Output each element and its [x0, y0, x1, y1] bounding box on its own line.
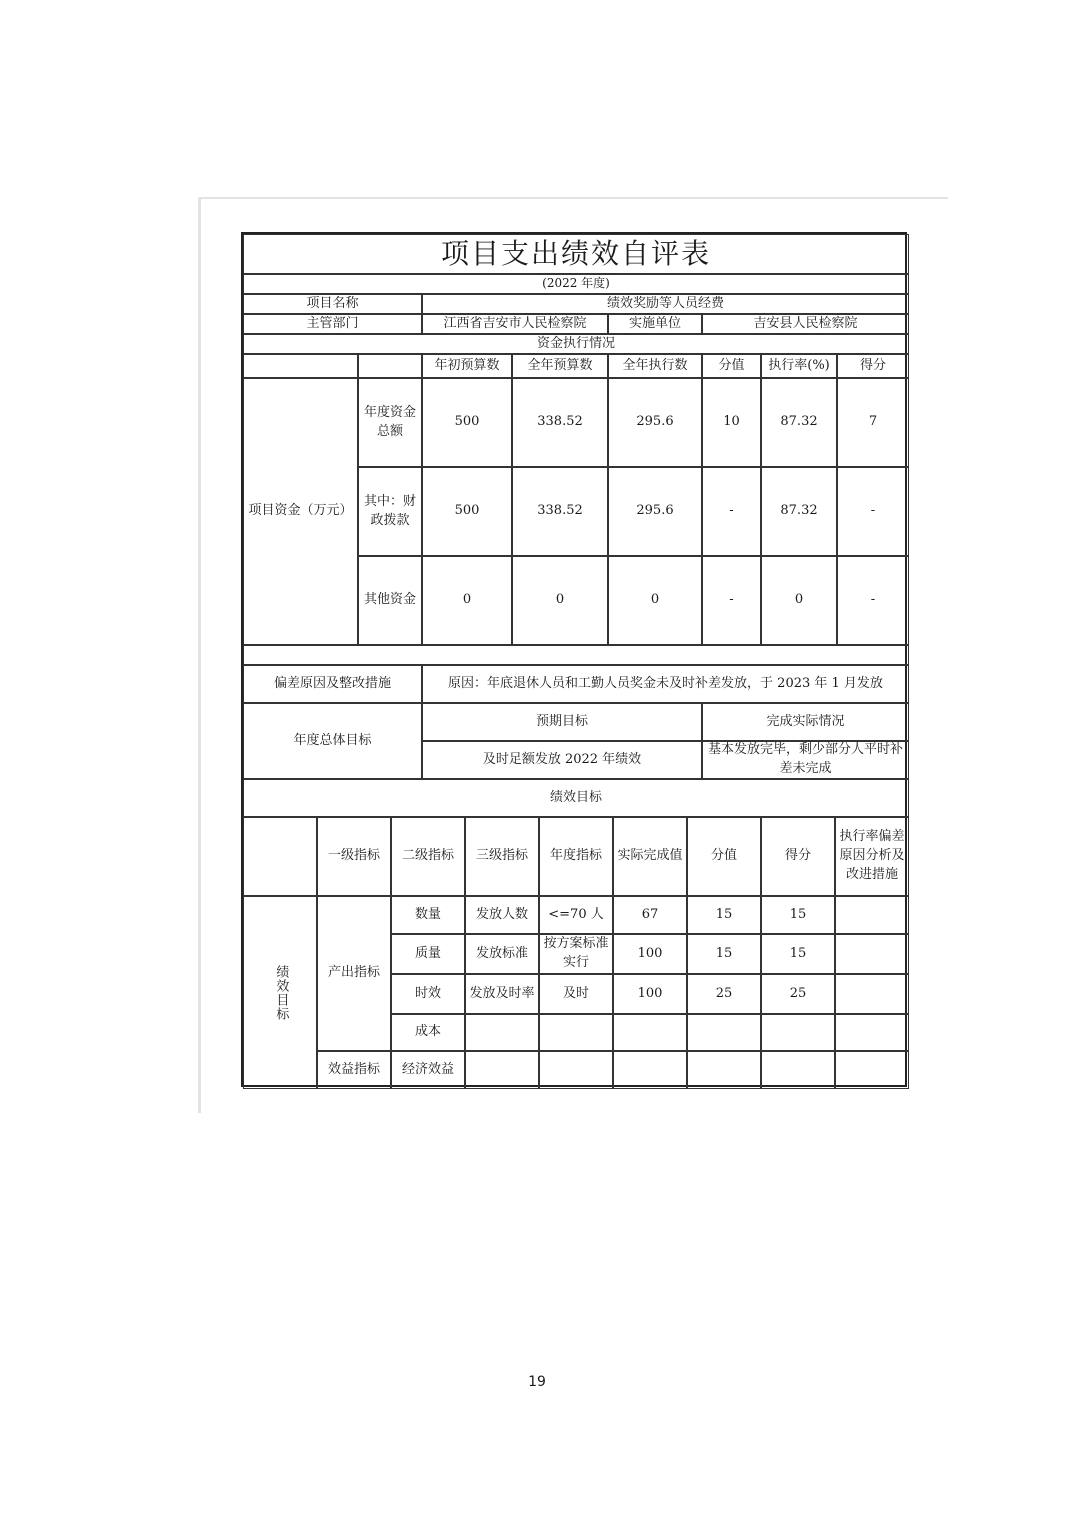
perf-got: 15 — [761, 934, 835, 974]
perf-got: 15 — [761, 896, 835, 934]
perf-header-blank — [243, 817, 317, 896]
perf-header: 得分 — [761, 817, 835, 896]
funds-cell: 500 — [422, 378, 512, 467]
perf-score: 25 — [687, 974, 761, 1014]
impl-unit-label: 实施单位 — [608, 314, 702, 334]
perf-l3: 发放人数 — [465, 896, 539, 934]
supervisor-label: 主管部门 — [243, 314, 422, 334]
funds-cell: - — [837, 467, 909, 556]
perf-note — [835, 1014, 909, 1051]
perf-l2: 质量 — [391, 934, 465, 974]
perf-score — [687, 1014, 761, 1051]
perf-header: 三级指标 — [465, 817, 539, 896]
funds-row-label: 其中：财政拨款 — [358, 467, 422, 556]
funds-cell: 0 — [608, 556, 702, 645]
year-label: (2022 年度) — [243, 274, 909, 294]
perf-note — [835, 896, 909, 934]
perf-got — [761, 1014, 835, 1051]
perf-header: 执行率偏差原因分析及改进措施 — [835, 817, 909, 896]
expected-goal-value: 及时足额发放 2022 年绩效 — [422, 741, 702, 779]
perf-actual — [613, 1051, 687, 1089]
perf-score: 15 — [687, 934, 761, 974]
self-evaluation-table — [241, 232, 907, 1087]
funds-cell: - — [837, 556, 909, 645]
output-indicator: 产出指标 — [317, 896, 391, 1051]
actual-value: 基本发放完毕，剩少部分人平时补差未完成 — [702, 741, 909, 779]
perf-l2: 时效 — [391, 974, 465, 1014]
expected-goal-header: 预期目标 — [422, 703, 702, 741]
funds-cell: 0 — [422, 556, 512, 645]
scan-border-left — [198, 197, 201, 1113]
perf-side-label: 绩效目标 — [273, 964, 289, 1021]
funds-cell: 295.6 — [608, 467, 702, 556]
funds-cell: 10 — [702, 378, 761, 467]
funds-cell: 0 — [761, 556, 837, 645]
funds-cell: 295.6 — [608, 378, 702, 467]
page-number: 19 — [528, 1374, 546, 1390]
funds-header: 分值 — [702, 354, 761, 378]
perf-actual: 100 — [613, 974, 687, 1014]
funds-header: 得分 — [837, 354, 909, 378]
perf-header: 一级指标 — [317, 817, 391, 896]
funds-cell: 338.52 — [512, 467, 608, 556]
supervisor-value: 江西省吉安市人民检察院 — [422, 314, 608, 334]
funds-section-header: 资金执行情况 — [243, 334, 909, 354]
project-name-label: 项目名称 — [243, 294, 422, 314]
perf-target: <=70 人 — [539, 896, 613, 934]
funds-header: 全年预算数 — [512, 354, 608, 378]
funds-row-label: 其他资金 — [358, 556, 422, 645]
funds-cell: 87.32 — [761, 467, 837, 556]
funds-cell: 7 — [837, 378, 909, 467]
annual-goal-label: 年度总体目标 — [243, 703, 422, 779]
perf-got — [761, 1051, 835, 1089]
perf-target — [539, 1051, 613, 1089]
perf-note — [835, 974, 909, 1014]
funds-header-blank — [243, 354, 358, 378]
perf-note — [835, 934, 909, 974]
perf-target: 按方案标准实行 — [539, 934, 613, 974]
spacer-row — [243, 645, 909, 665]
table-title: 项目支出绩效自评表 — [243, 234, 909, 274]
funds-header: 执行率(%) — [761, 354, 837, 378]
perf-l3: 发放标准 — [465, 934, 539, 974]
deviation-value: 原因：年底退休人员和工勤人员奖金未及时补差发放，于 2023 年 1 月发放 — [422, 665, 909, 703]
funds-cell: 87.32 — [761, 378, 837, 467]
perf-target: 及时 — [539, 974, 613, 1014]
actual-header: 完成实际情况 — [702, 703, 909, 741]
perf-target — [539, 1014, 613, 1051]
scan-border-top — [198, 197, 948, 199]
perf-score — [687, 1051, 761, 1089]
deviation-label: 偏差原因及整改措施 — [243, 665, 422, 703]
perf-header: 二级指标 — [391, 817, 465, 896]
funds-cell: - — [702, 556, 761, 645]
funds-cell: 500 — [422, 467, 512, 556]
funds-label: 项目资金（万元） — [243, 378, 358, 645]
funds-row-label: 年度资金总额 — [358, 378, 422, 467]
funds-cell: - — [702, 467, 761, 556]
perf-score: 15 — [687, 896, 761, 934]
perf-actual: 67 — [613, 896, 687, 934]
perf-section-header: 绩效目标 — [243, 779, 909, 817]
perf-got: 25 — [761, 974, 835, 1014]
benefit-l2: 经济效益 — [391, 1051, 465, 1089]
project-name-value: 绩效奖励等人员经费 — [422, 294, 909, 314]
funds-cell: 0 — [512, 556, 608, 645]
perf-side-label-cell — [243, 896, 317, 1089]
perf-actual — [613, 1014, 687, 1051]
funds-header: 全年执行数 — [608, 354, 702, 378]
perf-l2: 成本 — [391, 1014, 465, 1051]
impl-unit-value: 吉安县人民检察院 — [702, 314, 909, 334]
perf-header: 分值 — [687, 817, 761, 896]
funds-cell: 338.52 — [512, 378, 608, 467]
perf-header: 实际完成值 — [613, 817, 687, 896]
perf-l2: 数量 — [391, 896, 465, 934]
perf-note — [835, 1051, 909, 1089]
benefit-indicator: 效益指标 — [317, 1051, 391, 1089]
perf-l3 — [465, 1014, 539, 1051]
funds-header-blank — [358, 354, 422, 378]
perf-l3 — [465, 1051, 539, 1089]
perf-actual: 100 — [613, 934, 687, 974]
perf-l3: 发放及时率 — [465, 974, 539, 1014]
funds-header: 年初预算数 — [422, 354, 512, 378]
perf-header: 年度指标 — [539, 817, 613, 896]
